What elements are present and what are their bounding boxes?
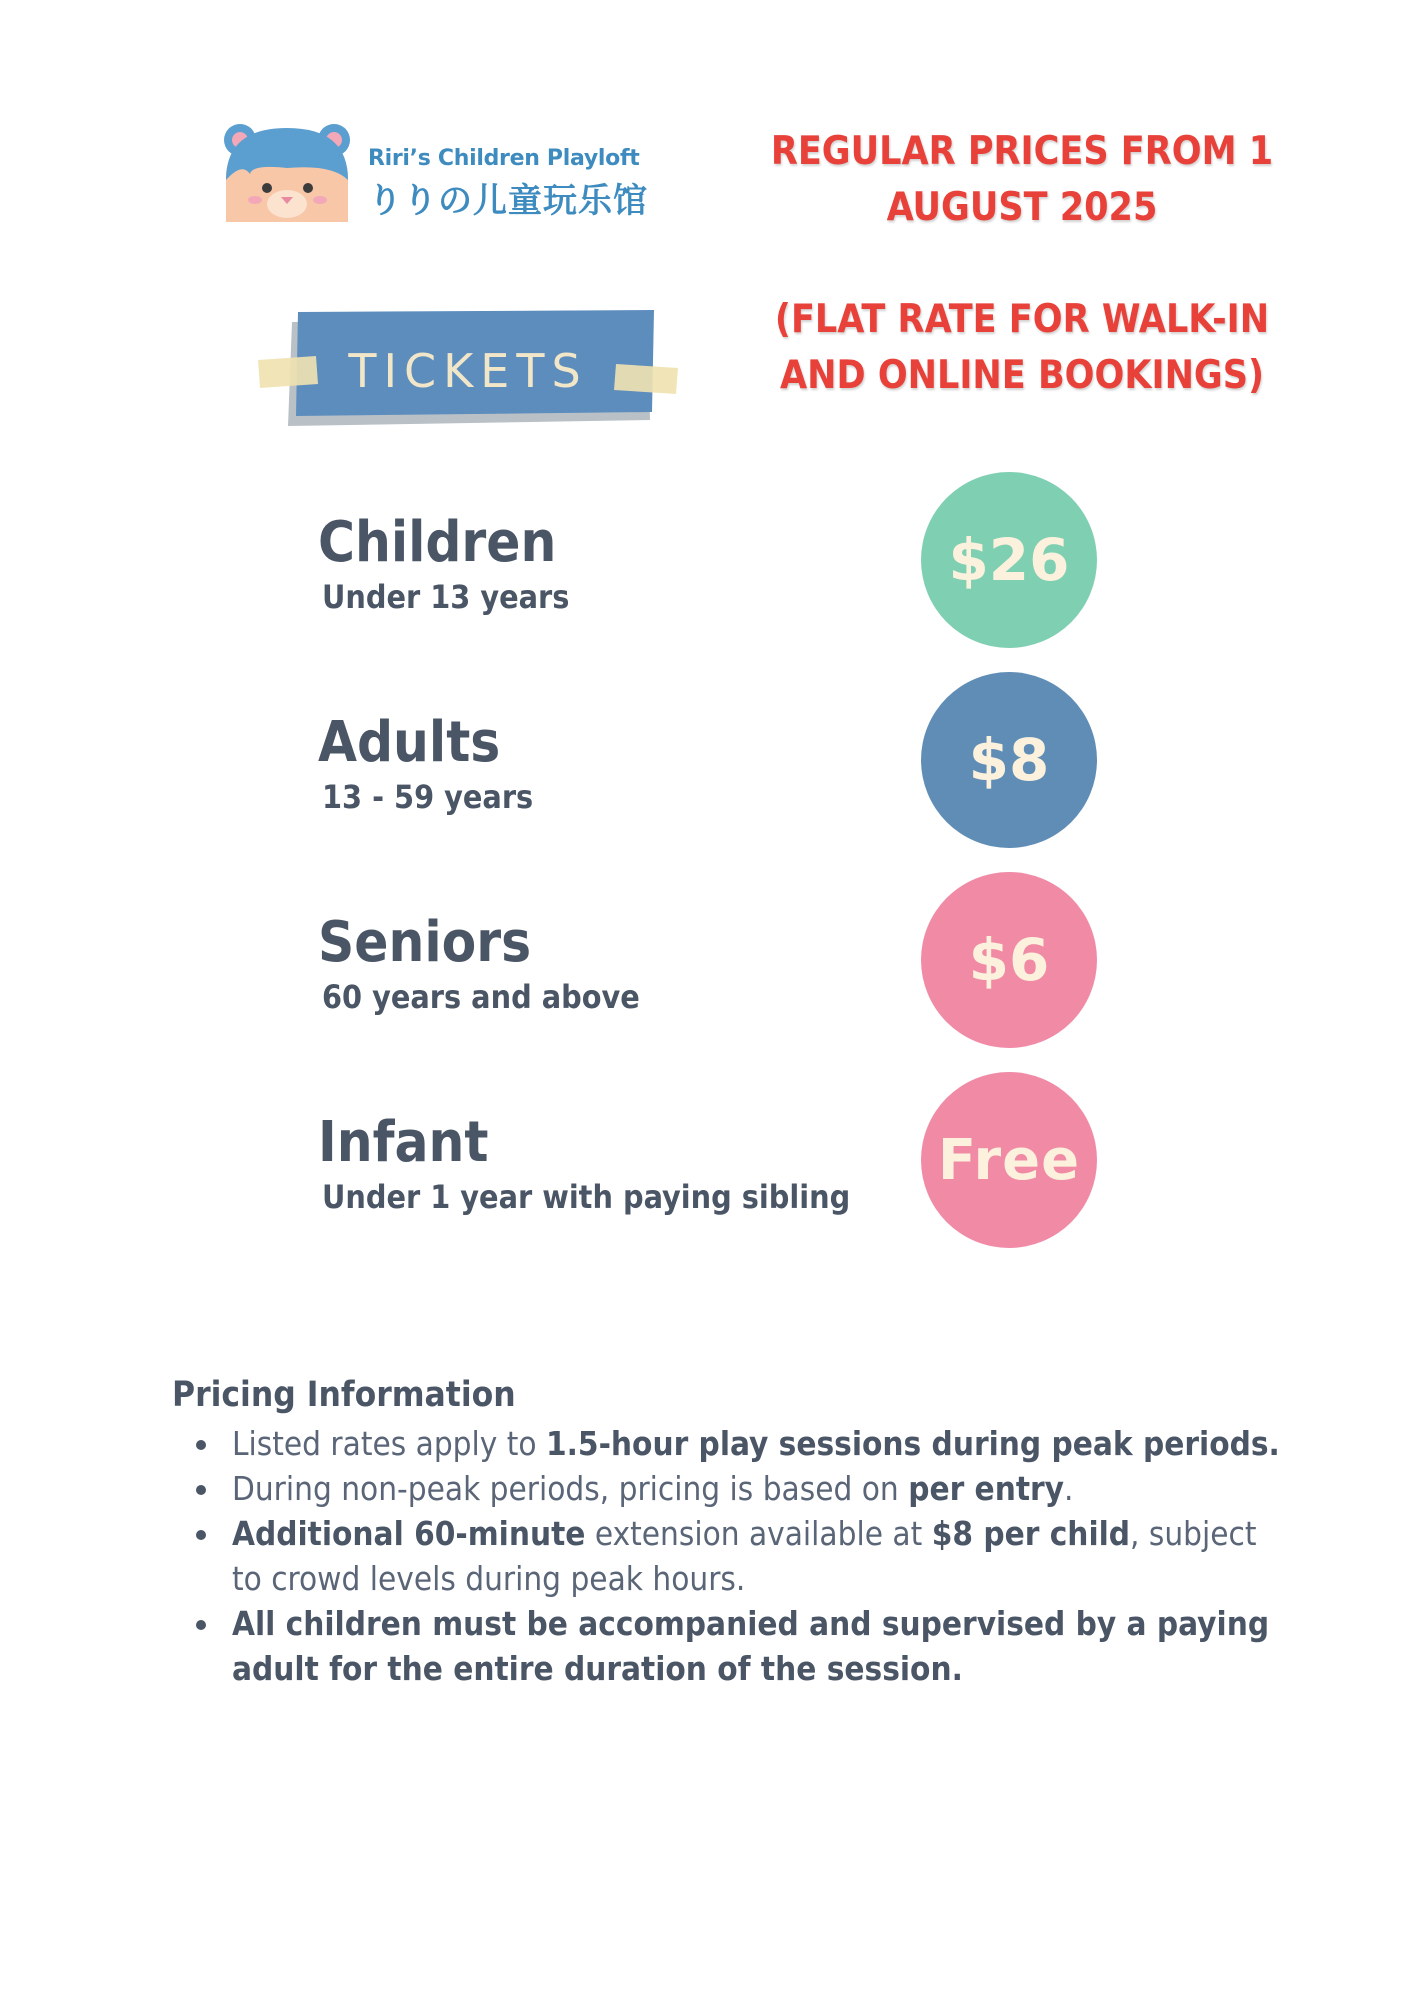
bear-logo-icon: [222, 122, 352, 222]
ticket-name: Children: [318, 510, 557, 575]
info-item: [172, 1466, 1292, 1511]
flat-rate-heading: [742, 292, 1302, 404]
heading-line-4: AND ONLINE BOOKINGS): [779, 353, 1265, 398]
heading-line-3: (FLAT RATE FOR WALK-IN: [774, 297, 1270, 342]
info-bold: $8 per child: [931, 1514, 1131, 1553]
price-badge: Free: [921, 1072, 1097, 1248]
heading-line-2: AUGUST 2025: [886, 185, 1158, 230]
price-badge: $8: [921, 672, 1097, 848]
regular-prices-heading: [742, 124, 1302, 236]
ticket-name: Adults: [318, 710, 501, 775]
heading-line-1: REGULAR PRICES FROM 1: [770, 129, 1274, 174]
info-item: [172, 1601, 1292, 1691]
ticket-name: Seniors: [318, 910, 532, 975]
info-bold: per entry: [908, 1469, 1065, 1508]
info-item: [172, 1511, 1292, 1601]
ticket-row-infant: [318, 1110, 1198, 1290]
pricing-information: [172, 1375, 1292, 1691]
info-bold: Additional 60-minute: [232, 1514, 586, 1553]
logo: [222, 122, 672, 222]
info-text: .: [1064, 1469, 1074, 1508]
ticket-name: Infant: [318, 1110, 489, 1175]
info-title: Pricing Information: [172, 1375, 516, 1415]
tickets-banner: [258, 308, 678, 432]
info-bold: 1.5-hour play sessions during peak periods.: [545, 1424, 1280, 1463]
price-badge: $26: [921, 472, 1097, 648]
logo-name-zh: りりの儿童玩乐馆: [368, 181, 648, 221]
ticket-row-seniors: [318, 910, 1198, 1090]
ticket-desc: 13 - 59 years: [322, 778, 534, 816]
logo-name-en: Riri’s Children Playloft: [368, 146, 640, 171]
ticket-row-adults: [318, 710, 1198, 890]
ticket-desc: Under 13 years: [322, 578, 570, 616]
ticket-desc: 60 years and above: [322, 978, 640, 1016]
tickets-label: TICKETS: [348, 344, 588, 398]
info-item: [172, 1421, 1292, 1466]
info-text: Listed rates apply to: [232, 1424, 546, 1463]
price-badge: $6: [921, 872, 1097, 1048]
info-text: , subject to crowd levels during peak hours.: [232, 1514, 1257, 1598]
ticket-desc: Under 1 year with paying sibling: [322, 1178, 851, 1216]
ticket-row-children: [318, 510, 1198, 690]
info-bold: All children must be accompanied and supervised by a paying adult for the entire duration of the session.: [232, 1604, 1270, 1688]
info-list: [172, 1421, 1292, 1691]
info-text: During non-peak periods, pricing is based on: [232, 1469, 909, 1508]
info-text: extension available at: [585, 1514, 932, 1553]
